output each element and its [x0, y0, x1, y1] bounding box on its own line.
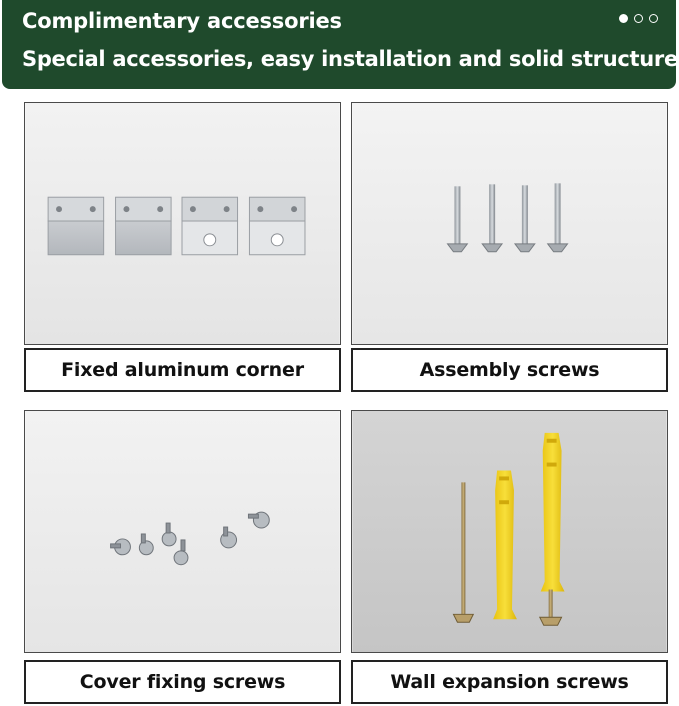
carousel-dot-1[interactable]: [619, 14, 628, 23]
aluminum-corner-image: [25, 103, 340, 344]
caption-cover-screws: Cover fixing screws: [24, 660, 341, 704]
cover-screws-image: [25, 411, 340, 652]
caption-aluminum-corner: Fixed aluminum corner: [24, 348, 341, 392]
corner-2: [116, 197, 172, 255]
carousel-dot-2[interactable]: [634, 14, 643, 23]
corner-1: [48, 197, 104, 255]
expansion-screws-image: [352, 411, 667, 652]
assembly-screws-photo: [351, 102, 668, 345]
corner-3: [182, 197, 238, 255]
carousel-dot-3[interactable]: [649, 14, 658, 23]
corner-4: [249, 197, 305, 255]
aluminum-corner-photo: [24, 102, 341, 345]
carousel-dots: [619, 14, 658, 23]
expansion-screws-photo: [351, 410, 668, 653]
header-banner: [2, 0, 676, 89]
banner-subtitle: Special accessories, easy installation and solid structure: [22, 47, 678, 71]
assembly-screws-image: [352, 103, 667, 344]
cover-screws-photo: [24, 410, 341, 653]
caption-assembly-screws: Assembly screws: [351, 348, 668, 392]
banner-title: Complimentary accessories: [22, 9, 342, 33]
caption-expansion-screws: Wall expansion screws: [351, 660, 668, 704]
